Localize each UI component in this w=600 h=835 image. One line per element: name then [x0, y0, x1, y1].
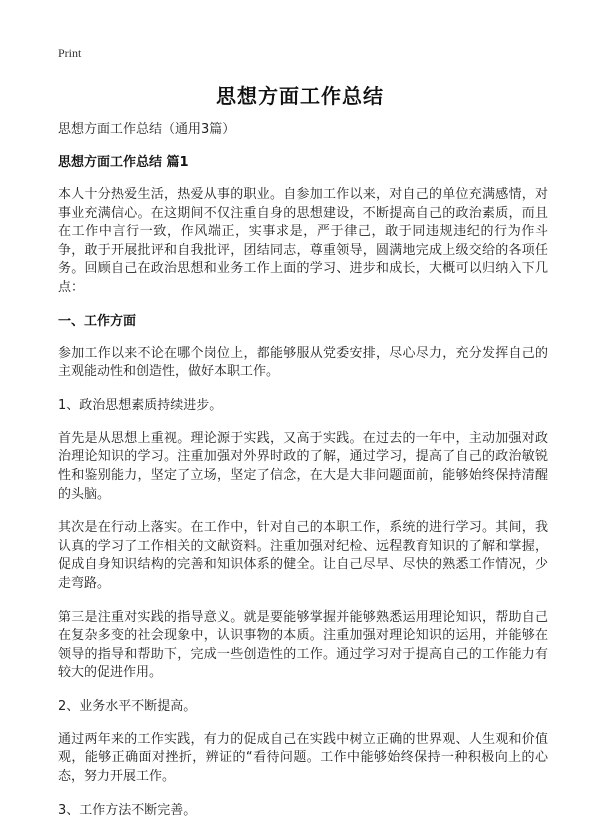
document-body — [58, 121, 548, 835]
section-intro-paragraph: 参加工作以来不论在哪个岗位上，都能够服从党委安排，尽心尽力，充分发挥自己的主观能动性和创造性，做好本职工作。 — [58, 345, 548, 380]
document-subtitle: 思想方面工作总结（通用3篇） — [58, 122, 236, 137]
point-2-title: 2、业务水平不断提高。 — [58, 698, 197, 714]
document-title: 思想方面工作总结 — [216, 84, 384, 108]
article-heading: 思想方面工作总结 篇1 — [58, 155, 189, 170]
point-1-paragraph-3: 第三是注重对实践的指导意义。就是要能够掌握并能够熟悉运用理论知识，帮助自己在复杂多变的社会现象中，认识事物的本质。注重加强对理论知识的运用，并能够在领导的指导和帮助下，完成一些创造性的工作。通过学习对于提高自己的工作能力有较大的促进作用。 — [58, 609, 548, 681]
point-1-paragraph-2: 其次是在行动上落实。在工作中，针对自己的本职工作，系统的进行学习。其间，我认真的学习了工作相关的文献资料。注重加强对纪检、远程教育知识的了解和掌握，促成自身知识结构的完善和知识体系的健全。让自己尽早、尽快的熟悉工作情况，少走弯路。 — [58, 520, 548, 591]
point-1-title: 1、政治思想素质持续进步。 — [58, 397, 223, 413]
point-1-paragraph-1: 首先是从思想上重视。理论源于实践，又高于实践。在过去的一年中，主动加强对政治理论知识的学习。注重加强对外界时政的了解，通过学习，提高了自己的政治敏锐性和鉴别能力，坚定了立场，坚定了信念，在大是大非问题面前，能够始终保持清醒的头脑。 — [58, 430, 548, 502]
section-heading-work: 一、工作方面 — [58, 313, 137, 329]
point-3-title: 3、工作方法不断完善。 — [58, 802, 197, 818]
print-label: Print — [58, 46, 82, 60]
intro-paragraph: 本人十分热爱生活，热爱从事的职业。自参加工作以来，对自己的单位充满感情，对事业充满信心。在这期间不仅注重自身的思想建设，不断提高自己的政治素质，而且在工作中言行一致，作风端正，实事求是，严于律己，敢于同违规违纪的行为作斗争，敢于开展批评和自我批评，团结同志，尊重领导，圆满地完成上级交给的各项任务。回顾自己在政治思想和业务工作上面的学习、进步和成长，大概可以归纳入下几点： — [58, 187, 548, 295]
point-2-paragraph-1: 通过两年来的工作实践，有力的促成自己在实践中树立正确的世界观、人生观和价值观，能够正确面对挫折，辨证的“看待问题。工作中能够始终保持一种积极向上的心态，努力开展工作。 — [58, 731, 548, 785]
